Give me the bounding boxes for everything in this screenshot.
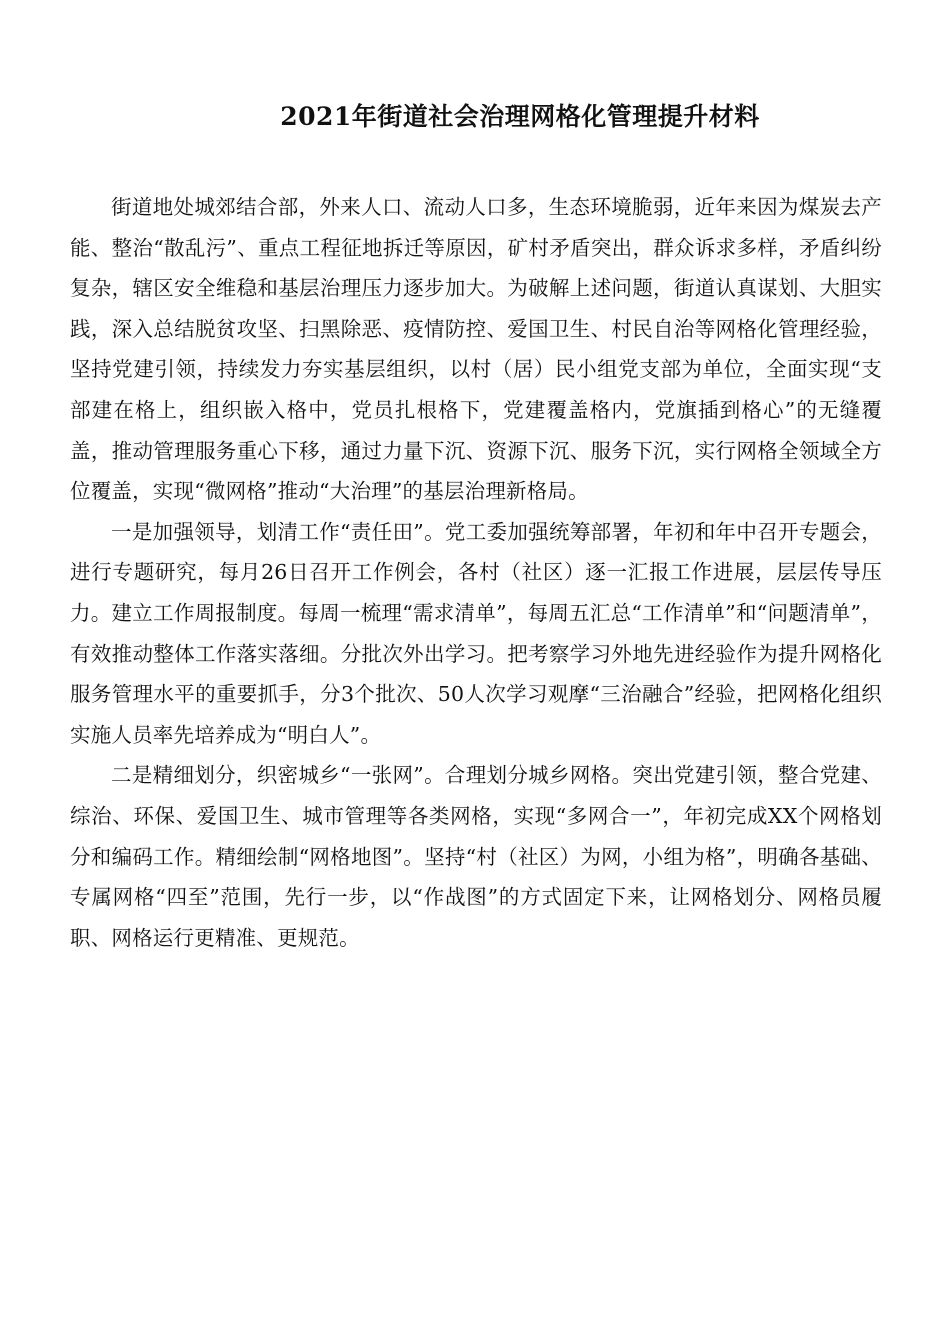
document-body bbox=[70, 187, 882, 958]
paragraph-intro: 街道地处城郊结合部，外来人口、流动人口多，生态环境脆弱，近年来因为煤炭去产能、整治“散乱污”、重点工程征地拆迁等原因，矿村矛盾突出，群众诉求多样，矛盾纠纷复杂，辖区安全维稳和基层治理压力逐步加大。为破解上述问题，街道认真谋划、大胆实践，深入总结脱贫攻坚、扫黑除恶、疫情防控、爱国卫生、村民自治等网格化管理经验，坚持党建引领，持续发力夯实基层组织，以村（居）民小组党支部为单位，全面实现“支部建在格上，组织嵌入格中，党员扎根格下，党建覆盖格内，党旗插到格心”的无缝覆盖，推动管理服务重心下移，通过力量下沉、资源下沉、服务下沉，实行网格全领域全方位覆盖，实现“微网格”推动“大治理”的基层治理新格局。 bbox=[70, 195, 882, 504]
paragraph-point-one: 一是加强领导，划清工作“责任田”。党工委加强统筹部署，年初和年中召开专题会，进行专题研究，每月26日召开工作例会，各村（社区）逐一汇报工作进展，层层传导压力。建立工作周报制度。每周一梳理“需求清单”，每周五汇总“工作清单”和“问题清单”，有效推动整体工作落实落细。分批次外出学习。把考察学习外地先进经验作为提升网格化服务管理水平的重要抓手，分3个批次、50人次学习观摩“三治融合”经验，把网格化组织实施人员率先培养成为“明白人”。 bbox=[70, 519, 882, 747]
paragraph-point-two: 二是精细划分，织密城乡“一张网”。合理划分城乡网格。突出党建引领，整合党建、综治、环保、爱国卫生、城市管理等各类网格，实现“多网合一”，年初完成XX个网格划分和编码工作。精细绘制“网格地图”。坚持“村（社区）为网，小组为格”，明确各基础、专属网格“四至”范围，先行一步，以“作战图”的方式固定下来，让网格划分、网格员履职、网格运行更精准、更规范。 bbox=[70, 763, 882, 950]
document-title: 2021年街道社会治理网格化管理提升材料 bbox=[280, 102, 760, 131]
